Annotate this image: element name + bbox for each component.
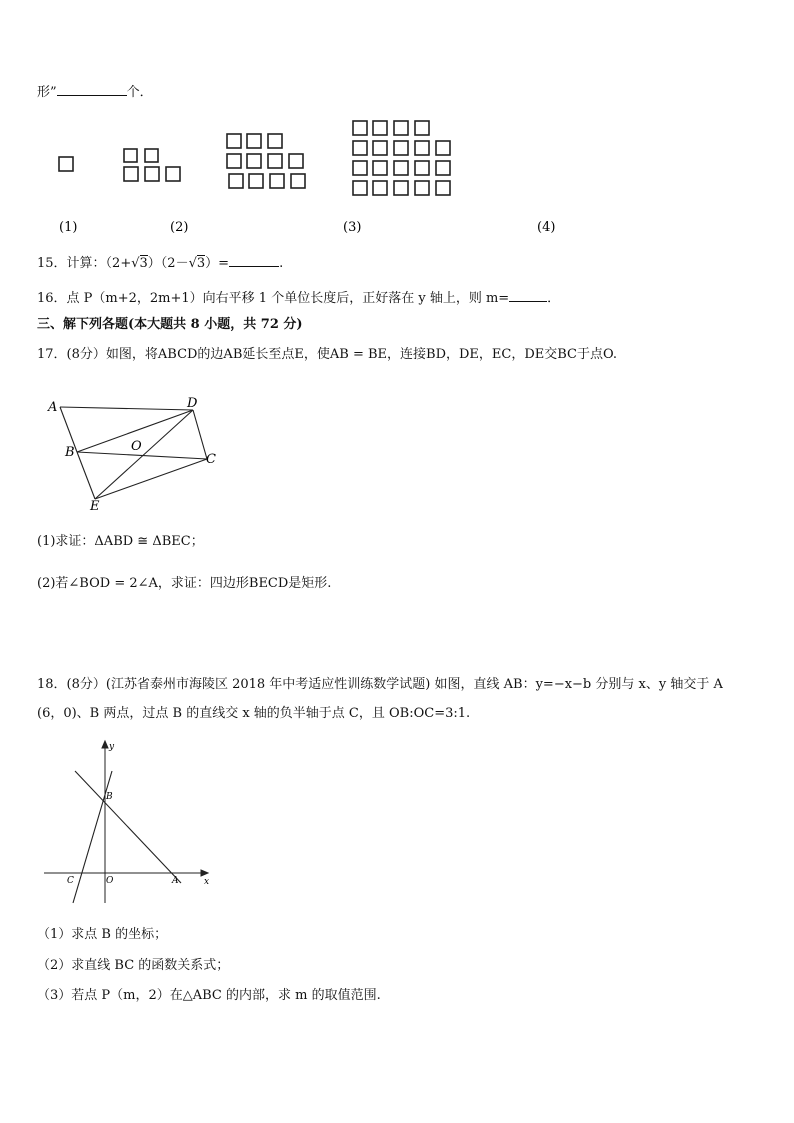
fig2-label: (2) <box>170 220 189 235</box>
q18-part1: （1）求点 B 的坐标； <box>37 927 168 942</box>
q18-part2: （2）求直线 BC 的函数关系式； <box>37 958 230 973</box>
q18-graph <box>40 738 240 908</box>
q18-line2: (6，0)、B 两点，过点 B 的直线交 x 轴的负半轴于点 C，且 OB:OC=3:1. <box>37 706 471 721</box>
q18-line1: 18．(8分）(江苏省泰州市海陵区 2018 年中考适应性训练数学试题) 如图，直线 AB：y=−x−b 分别与 x、y 轴交于 A <box>37 677 723 692</box>
q18-part3: （3）若点 P（m，2）在△ABC 的内部，求 m 的取值范围. <box>37 988 381 1003</box>
q17-label-d: D <box>187 396 198 411</box>
fig4-squares <box>353 121 450 195</box>
fig1-square <box>59 157 73 171</box>
q15-radicand-2: 3 <box>196 256 206 271</box>
q16-end: ． <box>547 291 561 306</box>
q16-answer-blank[interactable] <box>509 289 547 302</box>
q16-text: 16．点 P（m+2，2m+1）向右平移 1 个单位长度后，正好落在 y 轴上，则 m= <box>37 291 510 306</box>
q17-label-o: O <box>131 439 142 454</box>
q18-label-b: B <box>106 792 113 802</box>
square-pattern-figures <box>0 0 794 240</box>
q18-label-o: O <box>106 876 114 886</box>
q15 <box>37 254 283 273</box>
q17-label-e: E <box>90 499 100 514</box>
q18-label-y: y <box>109 742 115 752</box>
q17-label-a: A <box>48 400 58 415</box>
q17-part2: (2)若∠BOD = 2∠A，求证：四边形BECD是矩形. <box>37 576 332 591</box>
fig3-label: (3) <box>343 220 362 235</box>
q17-label-c: C <box>206 452 216 467</box>
fig3-squares <box>227 134 305 188</box>
q17-text: 17．(8分）如图，将ABCD的边AB延长至点E，使AB = BE，连接BD，DE，EC，DE交BC于点O. <box>37 347 618 362</box>
q14-text-after: 个． <box>126 85 153 100</box>
q18-label-a: A <box>172 876 179 886</box>
q15-answer-blank[interactable] <box>229 254 279 267</box>
q14-text-before: 形” <box>37 85 57 100</box>
fig4-label: (4) <box>537 220 556 235</box>
q17-label-b: B <box>65 445 75 460</box>
section3-title: 三、解下列各题(本大题共 8 小题，共 72 分) <box>37 317 303 332</box>
q16 <box>37 289 560 308</box>
q17-part1: (1)求证：ΔABD ≅ ΔBEC； <box>37 534 204 549</box>
q15-end: . <box>279 256 284 271</box>
q15-radicand: 3 <box>139 256 148 271</box>
fig2-squares <box>124 149 180 181</box>
sqrt-symbol: √ <box>131 256 140 271</box>
q15-prefix: 15．计算：（2+ <box>37 256 132 271</box>
q15-mid: ）（2－ <box>147 256 189 271</box>
q18-label-x: x <box>204 877 210 887</box>
q17-figure <box>40 395 300 525</box>
sqrt-symbol-2: √ <box>188 256 197 271</box>
q18-label-c: C <box>67 876 74 886</box>
q15-suffix: ）= <box>205 256 230 271</box>
fig1-label: (1) <box>59 220 78 235</box>
